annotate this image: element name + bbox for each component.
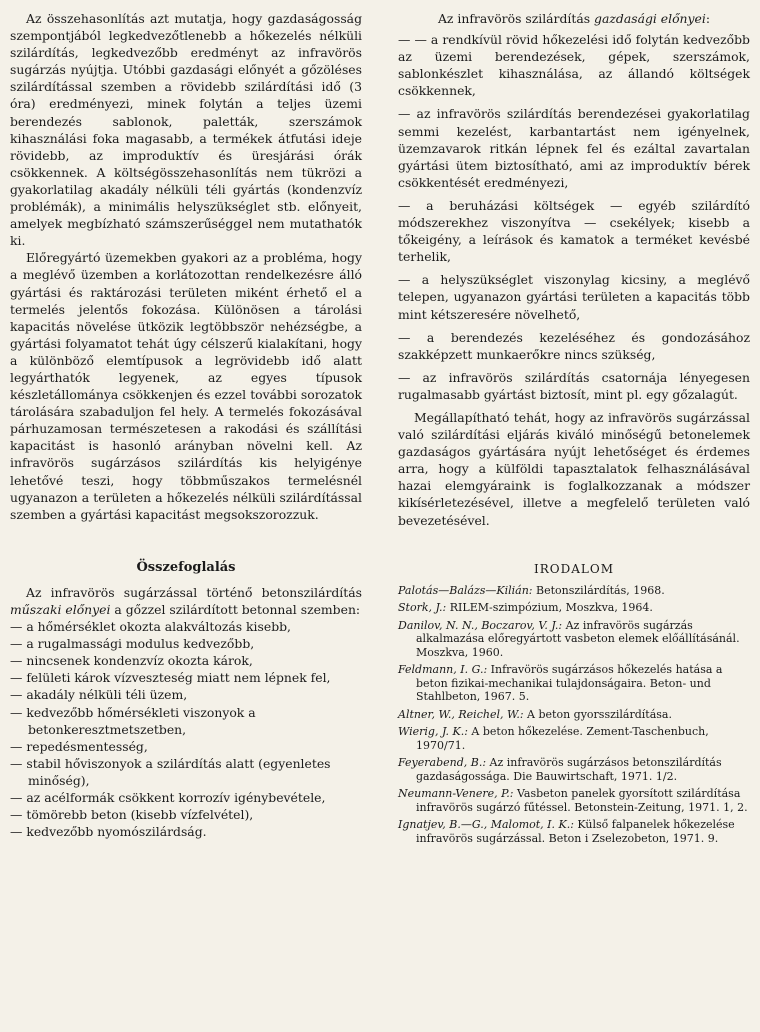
heading-emphasis: gazdasági előnyei [594, 11, 706, 26]
list-item: — tömörebb beton (kisebb vízfelvétel), [10, 806, 362, 823]
reference-author: Palotás—Balázs—Kilián: [398, 583, 533, 597]
list-item: — a hőmérséklet okozta alakváltozás kisebb, [10, 618, 362, 635]
reference-item [398, 818, 750, 845]
list-item: — repedésmentesség, [10, 738, 362, 755]
reference-text: Betonszilárdítás, 1968. [532, 583, 665, 597]
conclusion-paragraph: Megállapítható tehát, hogy az infravörös sugárzással való szilárdítási eljárás kiváló minőségű betonelemek gazdaságos gyártására nyújt lehetőséget és érdemes arra, hogy a külföldi tapasztalatok felhasználásával hazai elemgyáraink is foglalkozzanak a módszer kikísérletezésével, illetve a megfelelő területen való bevezetésével. [398, 409, 750, 528]
summary-intro-text-1: Az infravörös sugárzással történő betonszilárdítás [26, 584, 362, 600]
reference-text: RILEM-szimpózium, Moszkva, 1964. [446, 601, 653, 615]
reference-text: Az infravörös sugárzás alkalmazása előregyártott vasbeton elemek előállításánál. Moszkva, 1960. [416, 618, 740, 659]
economic-advantages-list [398, 31, 750, 403]
summary-intro-emphasis: műszaki előnyei [10, 602, 111, 617]
reference-item [398, 708, 750, 722]
reference-author: Stork, J.: [398, 601, 447, 615]
list-item: — — a rendkívül rövid hőkezelési idő folytán kedvezőbb az üzemi berendezések, gépek, szerszámok, sablonkészlet kihasználása, az állandó költségek csökkennek, [398, 31, 750, 99]
right-column [398, 10, 750, 849]
reference-text: A beton gyorsszilárdítása. [523, 707, 672, 721]
summary-intro-text-2: a gőzzel szilárdított betonnal szemben: [110, 602, 361, 617]
list-item: — a beruházási költségek — egyéb szilárdító módszerekhez viszonyítva — csekélyek; kisebb a tőkeigény, a leírások és kamatok a terméket kevésbé terhelik, [398, 197, 750, 265]
reference-author: Ignatjev, B.—G., Malomot, I. K.: [398, 818, 574, 832]
economic-advantages-heading [398, 10, 750, 27]
reference-item [398, 601, 750, 615]
list-item: — nincsenek kondenzvíz okozta károk, [10, 652, 362, 669]
list-item: — az infravörös szilárdítás csatornája lényegesen rugalmasabb gyártást biztosít, mint pl. egy gőzalagút. [398, 369, 750, 402]
references-title: IRODALOM [534, 561, 614, 576]
reference-item [398, 663, 750, 704]
summary-intro [10, 584, 362, 618]
paragraph-capacity: Előregyártó üzemekben gyakori az a probléma, hogy a meglévő üzemben a korlátozottan rendelkezésre álló gyártási és raktározási területen miként érhető el a termelés jelentős fokozása. Különösen a tárolási kapacitás növelése ütközik legtöbbször nehézségbe, a gyártási folyamatot tehát úgy célszerű kialakítani, hogy a különböző elemtípusok a legrövidebb idő alatt legyárthatók legyenek, az egyes típusok készletállománya csökkenjen és ezzel további sorozatok tárolására szabaduljon fel hely. A termelés fokozásával párhuzamosan természetesen a rakodási és szállítási kapacitást is hasonló arányban növelni kell. Az infravörös sugárzásos szilárdítás kis helyigénye lehetővé teszi, hogy többműszakos termelésnél ugyanazon a területen a hőkezelés nélküli szilárdítással szemben a gyártási kapacitást megsokszorozzuk. [10, 250, 362, 522]
reference-item [398, 787, 750, 814]
reference-text: Az infravörös sugárzásos betonszilárdítás gazdaságossága. Die Bauwirtschaft, 1971. 1/2. [416, 756, 722, 783]
paragraph-cost-comparison: Az összehasonlítás azt mutatja, hogy gazdaságosság szempontjából legkedvezőtlenebb a hőkezelés nélküli szilárdítás, legkedvezőbb eredményt az infravörös sugárzás nyújtja. Utóbbi gazdasági előnyét a gőzöléses szilárdítással szemben a rövidebb szilárdítási idő (3 óra) eredményezi, minek folytán a teljes üzemi berendezés sablonok, paletták, szerszámok kihasználási foka magasabb, a termékek átfutási ideje rövidebb, az improduktív és üresjárási órák csökkennek. A költségösszehasonlítás nem tükrözi a gyakorlatilag akadály nélküli téli gyártás (kondenzvíz problémák), a minimális helyszükséglet stb. előnyeit, amelyek megbízható számszerűséggel nem mutathatók ki. [10, 11, 362, 249]
list-item: — felületi károk vízveszteség miatt nem lépnek fel, [10, 669, 362, 686]
list-item: — a helyszükséglet viszonylag kicsiny, a meglévő telepen, ugyanazon gyártási területen a kapacitás több mint kétszeresére növelhető, [398, 272, 750, 322]
reference-author: Danilov, N. N., Boczarov, V. J.: [398, 618, 563, 632]
reference-text: Külső falpanelek hőkezelése infravörös sugárzással. Beton i Zselezobeton, 1971. 9. [416, 818, 735, 845]
heading-text-1: Az infravörös szilárdítás [437, 11, 595, 26]
left-column [10, 10, 362, 840]
reference-item [398, 584, 750, 598]
reference-text: Vasbeton panelek gyorsított szilárdítása infravörös sugárzó fűtéssel. Betonstein-Zeitung, 1971. 1, 2. [416, 787, 748, 814]
reference-item [398, 619, 750, 660]
reference-author: Altner, W., Reichel, W.: [398, 707, 524, 721]
reference-author: Wierig, J. K.: [398, 725, 468, 739]
list-item: — a rugalmassági modulus kedvezőbb, [10, 635, 362, 652]
reference-text: Infravörös sugárzásos hőkezelés hatása a beton fizikai-mechanikai tulajdonságaira. Beton- und Stahlbeton, 1967. 5. [416, 663, 723, 704]
list-item: — az acélformák csökkent korrozív igénybevétele, [10, 789, 362, 806]
reference-item [398, 756, 750, 783]
technical-advantages-list [10, 618, 362, 840]
list-item: — stabil hőviszonyok a szilárdítás alatt (egyenletes minőség), [10, 755, 362, 789]
list-item: — kedvezőbb hőmérsékleti viszonyok a betonkeresztmetszetben, [10, 704, 362, 738]
list-item: — akadály nélküli téli üzem, [10, 686, 362, 703]
reference-author: Feyerabend, B.: [398, 756, 487, 770]
list-item: — a berendezés kezeléséhez és gondozásához szakképzett munkaerőkre nincs szükség, [398, 329, 750, 362]
reference-text: A beton hőkezelése. Zement-Taschenbuch, 1970/71. [416, 725, 709, 752]
heading-text-2: : [705, 11, 711, 26]
reference-item [398, 725, 750, 752]
list-item: — az infravörös szilárdítás berendezései gyakorlatilag semmi kezelést, karbantartást nem igényelnek, üzemzavarok ritkán lépnek fel és ezáltal zavartalan gyártási ütem biztosítható, ami az improduktív bérek csökkentését eredményezi, [398, 106, 750, 190]
reference-author: Feldmann, I. G.: [398, 663, 488, 677]
reference-author: Neumann-Venere, P.: [398, 787, 514, 801]
references-list [398, 584, 750, 846]
summary-title: Összefoglalás [136, 559, 236, 575]
list-item: — kedvezőbb nyomószilárdság. [10, 823, 362, 840]
